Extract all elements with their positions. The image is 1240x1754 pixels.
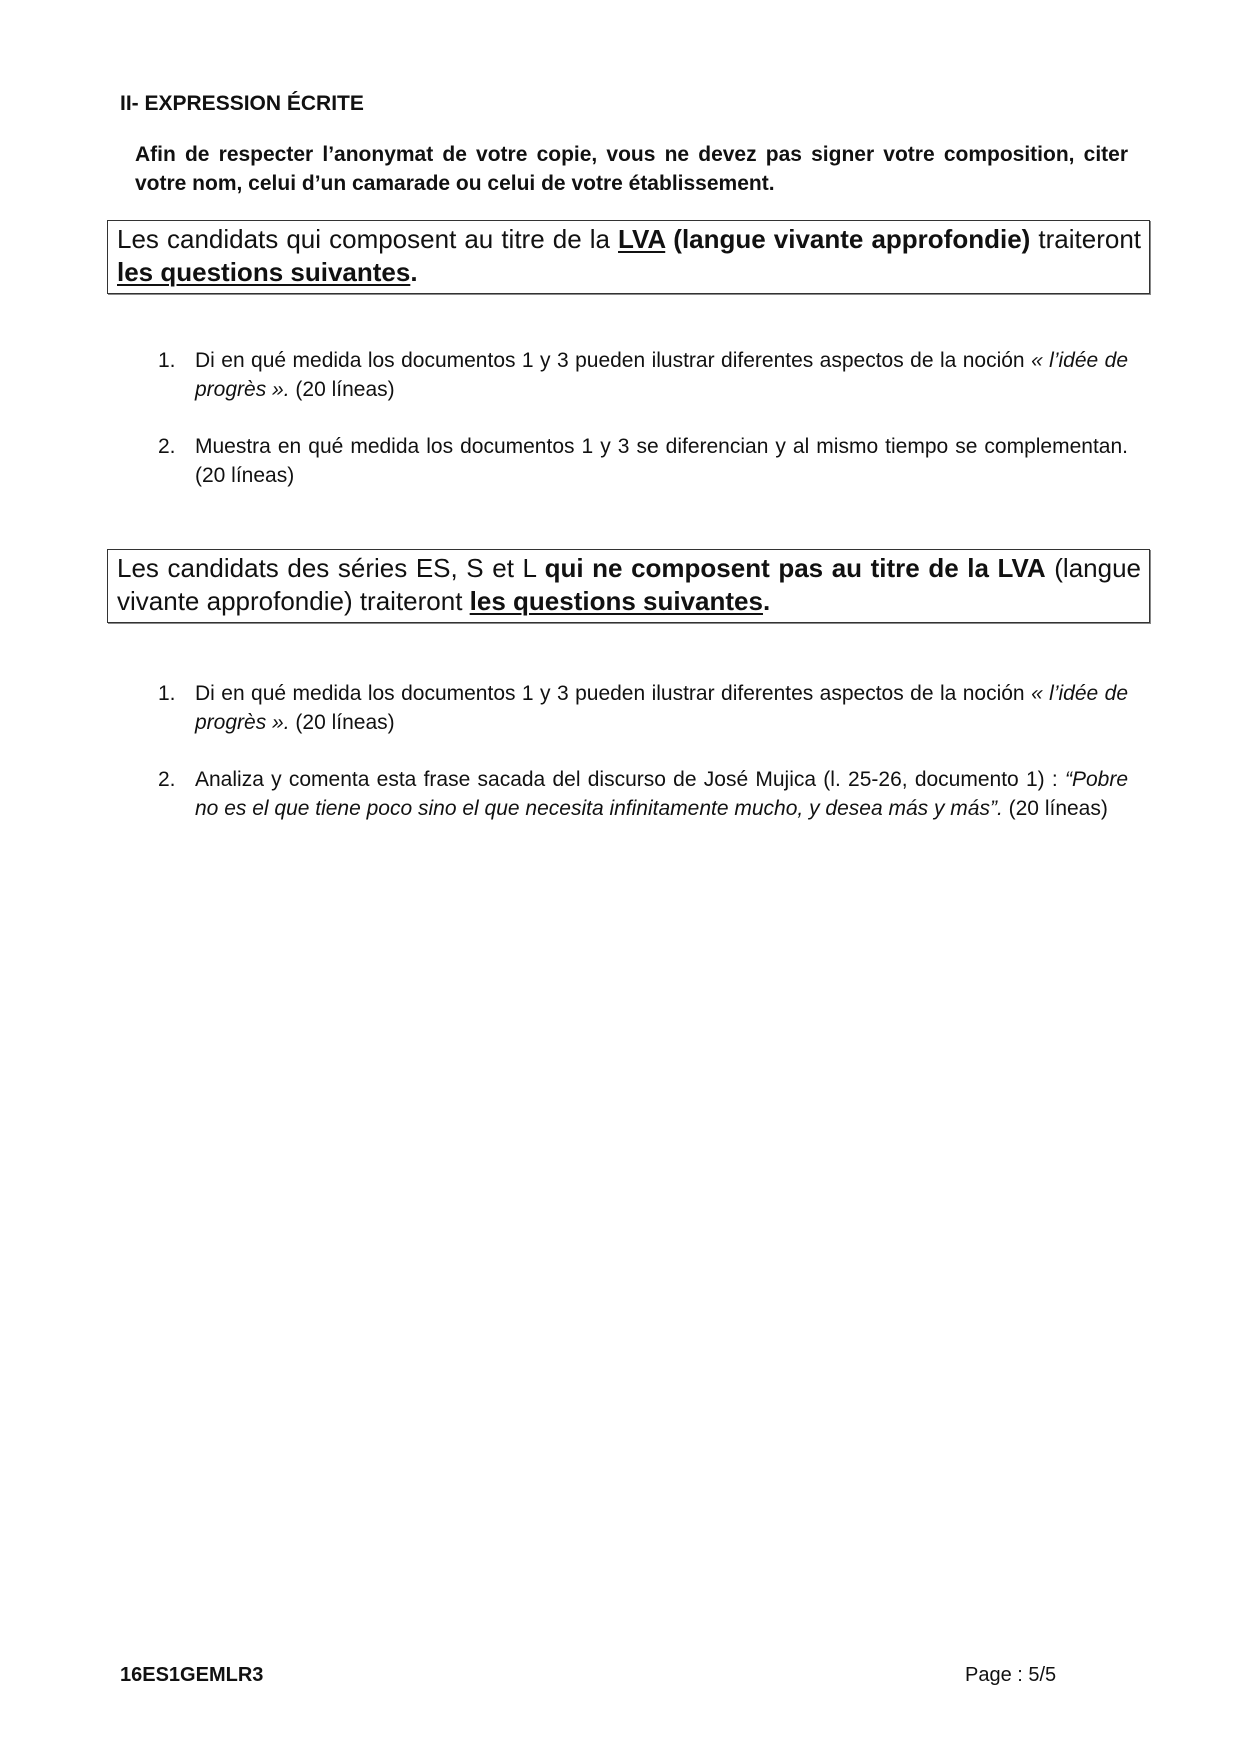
section-title: II- EXPRESSION ÉCRITE	[120, 92, 364, 115]
question-quote: « l’idée de progrès ».	[195, 682, 1128, 734]
question-list-non-lva	[158, 679, 1128, 851]
question-text-part: Di en qué medida los documentos 1 y 3 pueden ilustrar diferentes aspectos de la noción	[195, 349, 1032, 372]
exam-code: 16ES1GEMLR3	[120, 1664, 264, 1686]
box-text: (langue vivante approfondie)	[665, 224, 1031, 254]
questions-label: les questions suivantes	[117, 257, 411, 287]
question-quote: « l’idée de progrès ».	[195, 349, 1128, 401]
list-item	[158, 346, 1128, 404]
question-text: Muestra en qué medida los documentos 1 y 3 se diferencian y al mismo tiempo se complementan. (20 líneas)	[195, 435, 1128, 487]
lva-label: LVA	[618, 224, 666, 254]
box-text: qui ne composent pas au titre de la LVA	[544, 553, 1046, 583]
question-text-part: Analiza y comenta esta frase sacada del discurso de José Mujica (l. 25-26, documento 1) :	[195, 768, 1065, 791]
question-number: 2.	[158, 768, 176, 791]
box-text: Les candidats des séries ES, S et L	[117, 553, 545, 583]
box-text: .	[762, 586, 771, 616]
question-text	[195, 765, 1128, 823]
question-text-part: (20 líneas)	[289, 711, 395, 734]
question-text	[195, 679, 1128, 737]
lva-instructions-box	[107, 220, 1150, 294]
question-text	[195, 346, 1128, 404]
question-text-part: Di en qué medida los documentos 1 y 3 pueden ilustrar diferentes aspectos de la noción	[195, 682, 1032, 705]
box-text: .	[410, 257, 418, 287]
question-list-lva	[158, 346, 1128, 518]
question-number: 1.	[158, 682, 176, 705]
list-item	[158, 432, 1128, 490]
question-text-part: (20 líneas)	[1002, 797, 1108, 820]
list-item	[158, 679, 1128, 737]
question-number: 2.	[158, 435, 176, 458]
questions-label: les questions suivantes	[469, 586, 763, 616]
non-lva-instructions-box	[107, 549, 1150, 623]
box-text: Les candidats qui composent au titre de la	[117, 224, 619, 254]
question-quote: “Pobre no es el que tiene poco sino el que necesita infinitamente mucho, y desea más y más”.	[195, 768, 1128, 820]
question-text-part: (20 líneas)	[289, 378, 395, 401]
page-number: Page : 5/5	[965, 1664, 1057, 1686]
box-text: (langue vivante approfondie) traiteront	[117, 553, 1141, 616]
question-number: 1.	[158, 349, 176, 372]
anonymity-notice: Afin de respecter l’anonymat de votre copie, vous ne devez pas signer votre composition, citer votre nom, celui d’un camarade ou celui de votre établissement.	[135, 143, 1128, 195]
list-item	[158, 765, 1128, 823]
box-text: traiteront	[1030, 224, 1142, 254]
